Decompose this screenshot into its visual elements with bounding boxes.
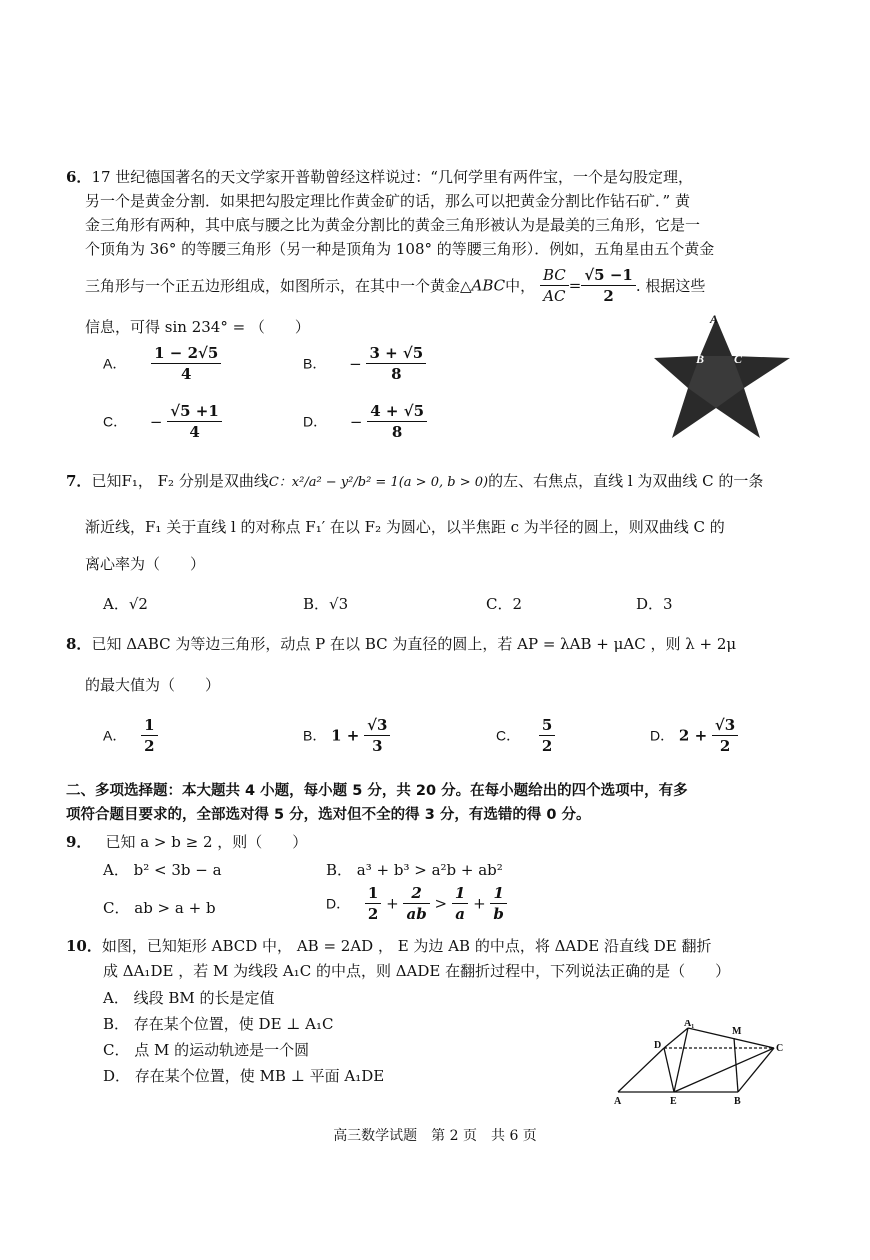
q8-option-a-num: 1 <box>141 716 157 736</box>
q9-d-f1-num: 1 <box>365 884 381 904</box>
q6-option-c-fraction <box>167 402 222 441</box>
q7-text-1d: 的左、右焦点，直线 l 为双曲线 C 的一条 <box>488 472 764 490</box>
q9-number: 9． <box>66 833 92 851</box>
star-label-b: B <box>696 352 705 366</box>
q6-option-a-label: A． <box>103 355 127 372</box>
q6-abc: ABC <box>471 276 506 295</box>
fig-label-d: D <box>654 1040 662 1051</box>
q7-stem-line-2: 渐近线，F₁ 关于直线 l 的对称点 F₁′ 在以 F₂ 为圆心，以半焦距 c 为半径的圆上，则双曲线 C 的 <box>85 518 725 536</box>
q7-hyperbola-equation: C：x²/a² − y²/b² = 1(a > 0, b > 0) <box>268 475 489 490</box>
q6-option-d-num: 4 + √5 <box>367 402 427 422</box>
q9-option-b[interactable]: B． a³ + b³ > a²b + ab² <box>326 861 503 879</box>
q10-option-a[interactable]: A． 线段 BM 的长是定值 <box>103 989 275 1007</box>
q6-option-b[interactable]: B． − $\frac{3 + √5}{8}$ <box>303 344 426 383</box>
q9-option-d-frac-2 <box>403 884 429 923</box>
q7-option-a[interactable]: A．√2 <box>103 595 148 613</box>
q6-ratio-den: AC <box>543 287 566 305</box>
q6-stem-line-4: 个顶角为 36° 的等腰三角形（另一种是顶角为 108° 的等腰三角形）．例如，五角星由五个黄金 <box>85 240 715 258</box>
fig-label-a: A <box>614 1096 622 1107</box>
q6-number: 6． <box>66 168 92 186</box>
q6-option-a-den: 4 <box>181 365 192 383</box>
q6-option-b-num: 3 + √5 <box>366 344 426 364</box>
q6-ratio-value <box>581 266 636 305</box>
q6-stem-line-6: 信息，可得 sin 234° = （ ） <box>85 318 310 336</box>
q8-option-b-num: √3 <box>364 716 390 736</box>
fig-label-c: C <box>776 1043 784 1054</box>
fig-label-e: E <box>670 1096 677 1107</box>
q9-d-f3-num: 1 <box>452 884 468 904</box>
q9-d-f2-num: 2 <box>403 884 429 904</box>
q7-text-1a: 已知 <box>91 472 122 490</box>
q8-option-c-fraction <box>539 716 555 755</box>
q6-option-b-fraction <box>366 344 426 383</box>
q9-option-a[interactable]: A． b² < 3b − a <box>103 861 222 879</box>
q9-option-d-frac-4 <box>490 884 507 923</box>
q10-stem-line-2: 成 ΔA₁DE ，若 M 为线段 A₁C 的中点，则 ΔADE 在翻折过程中，下列说法正确的是（ ） <box>103 962 731 980</box>
q6-ratio-bc-ac <box>540 266 569 305</box>
q8-text-1: 已知 ΔABC 为等边三角形，动点 P 在以 BC 为直径的圆上，若 AP = λAB + μAC ，则 λ + 2μ <box>91 635 737 653</box>
q8-option-c-num: 5 <box>539 716 555 736</box>
q7-stem-line-3: 离心率为（ ） <box>85 555 206 573</box>
q8-option-a[interactable] <box>103 716 158 755</box>
q6-stem-line-5: 三角形与一个正五边形组成，如图所示，在其中一个黄金△ABC中， $\frac{BC}{AC}$ = $\frac{√5 -1}{2}$ . 根据这些 <box>85 266 706 305</box>
q8-stem-line-1 <box>66 633 736 654</box>
q6-text-5b: 中， <box>505 277 536 295</box>
q10-text-1: 如图，已知矩形 ABCD 中， AB = 2AD ， E 为边 AB 的中点，将 ΔADE 沿直线 DE 翻折 <box>101 937 712 955</box>
q10-stem-line-1 <box>66 935 712 956</box>
folded-rectangle-figure <box>608 1020 808 1110</box>
q6-text-1: 17 世纪德国著名的天文学家开普勒曾经这样说过：“几何学里有两件宝，一个是勾股定理， <box>91 168 693 186</box>
q8-option-b-fraction <box>364 716 390 755</box>
q6-stem-line-1 <box>66 166 693 187</box>
q10-number: 10． <box>66 937 102 955</box>
q8-option-b-prefix: 1 + <box>331 726 360 745</box>
q6-ratio-value-num: √5 −1 <box>581 266 636 286</box>
q9-d-f3-den: a <box>455 905 465 923</box>
section-2-heading-line-2: 项符合题目要求的，全部选对得 5 分，选对但不全的得 3 分，有选错的得 0 分。 <box>66 807 591 823</box>
fig-label-a1: A₁ <box>684 1020 695 1029</box>
page-footer: 高三数学试题 第 2 页 共 6 页 <box>333 1128 537 1144</box>
q6-option-d[interactable]: D． − $\frac{4 + √5}{8}$ <box>303 402 427 441</box>
q8-option-a-label: A． <box>103 727 127 744</box>
star-label-c: C <box>734 352 743 366</box>
q6-option-d-den: 8 <box>391 423 403 441</box>
q8-option-d-den: 2 <box>719 737 731 755</box>
q9-option-d-frac-3 <box>452 884 468 923</box>
q8-option-b-label: B． <box>303 727 327 744</box>
q7-option-c[interactable]: C．2 <box>486 595 523 613</box>
q8-option-c-den: 2 <box>541 737 553 755</box>
q9-stem <box>66 831 307 852</box>
q9-d-f1-den: 2 <box>367 905 379 923</box>
pentagram-figure <box>650 310 795 445</box>
q6-option-c[interactable]: C． − $\frac{√5 +1}{4}$ <box>103 402 222 441</box>
fig-label-b: B <box>734 1096 741 1107</box>
q6-option-a-num: 1 − 2√5 <box>151 344 221 364</box>
q8-option-d-prefix: 2 + <box>678 726 708 745</box>
q8-option-d[interactable] <box>650 716 738 755</box>
q6-option-c-num: √5 +1 <box>167 402 222 422</box>
q8-option-b-den: 3 <box>372 737 383 755</box>
q7-number: 7． <box>66 472 92 490</box>
q9-d-plus-1: + <box>386 894 399 913</box>
q10-option-b[interactable]: B． 存在某个位置，使 DE ⊥ A₁C <box>103 1015 334 1033</box>
q8-option-c-label: C． <box>496 727 521 744</box>
q9-option-d[interactable] <box>326 884 507 923</box>
q7-stem-line-1 <box>66 470 763 491</box>
q6-ratio-value-den: 2 <box>603 287 614 305</box>
q6-option-a[interactable] <box>103 344 221 383</box>
q6-option-c-label: C． <box>103 413 128 430</box>
q8-option-a-fraction <box>141 716 157 755</box>
q6-option-d-label: D． <box>303 413 328 430</box>
q6-option-d-fraction <box>367 402 427 441</box>
fig-label-m: M <box>732 1026 742 1037</box>
q8-option-d-fraction <box>712 716 738 755</box>
q7-text-1b: F₁， F₂ 分别是双曲线 <box>121 472 269 490</box>
q9-d-f4-num: 1 <box>490 884 507 904</box>
star-label-a: A <box>710 312 719 326</box>
q9-option-d-label: D． <box>326 895 351 912</box>
q9-text: 已知 a > b ≥ 2 ，则（ ） <box>105 833 308 851</box>
q8-stem-line-2: 的最大值为（ ） <box>85 676 221 694</box>
q6-text-5a: 三角形与一个正五边形组成，如图所示，在其中一个黄金△ <box>85 277 472 295</box>
q10-option-d[interactable]: D． 存在某个位置，使 MB ⊥ 平面 A₁DE <box>103 1067 385 1085</box>
q9-d-f4-den: b <box>493 905 504 923</box>
q9-d-f2-den: ab <box>406 905 427 923</box>
q6-stem-line-3: 金三角形有两种，其中底与腰之比为黄金分割比的黄金三角形被认为是最美的三角形，它是一 <box>85 216 701 234</box>
q6-stem-line-2: 另一个是黄金分割．如果把勾股定理比作黄金矿的话，那么可以把黄金分割比作钻石矿．” 黄 <box>85 192 690 210</box>
q6-option-c-den: 4 <box>189 423 200 441</box>
q10-option-c[interactable]: C． 点 M 的运动轨迹是一个圆 <box>103 1041 310 1059</box>
q9-option-c[interactable]: C． ab > a + b <box>103 899 216 917</box>
q6-ratio-num: BC <box>540 266 569 286</box>
q8-option-b[interactable] <box>303 716 390 755</box>
q6-option-b-den: 8 <box>391 365 402 383</box>
q8-option-d-label: D． <box>650 727 675 744</box>
q8-number: 8． <box>66 635 92 653</box>
q6-option-a-fraction <box>151 344 221 383</box>
q7-option-d[interactable]: D．3 <box>636 595 673 613</box>
q8-option-d-num: √3 <box>712 716 738 736</box>
q8-option-c[interactable] <box>496 716 555 755</box>
q7-option-b[interactable]: B．√3 <box>303 595 349 613</box>
section-2-heading-line-1: 二、多项选择题：本大题共 4 小题，每小题 5 分，共 20 分。在每小题给出的四个选项中，有多 <box>66 783 688 799</box>
q6-option-b-label: B． <box>303 355 327 372</box>
q8-option-a-den: 2 <box>144 737 155 755</box>
q9-d-gt: > <box>434 894 448 913</box>
q9-d-plus-2: + <box>473 894 486 913</box>
q9-option-d-frac-1 <box>365 884 381 923</box>
q6-text-5c: . 根据这些 <box>635 277 706 295</box>
